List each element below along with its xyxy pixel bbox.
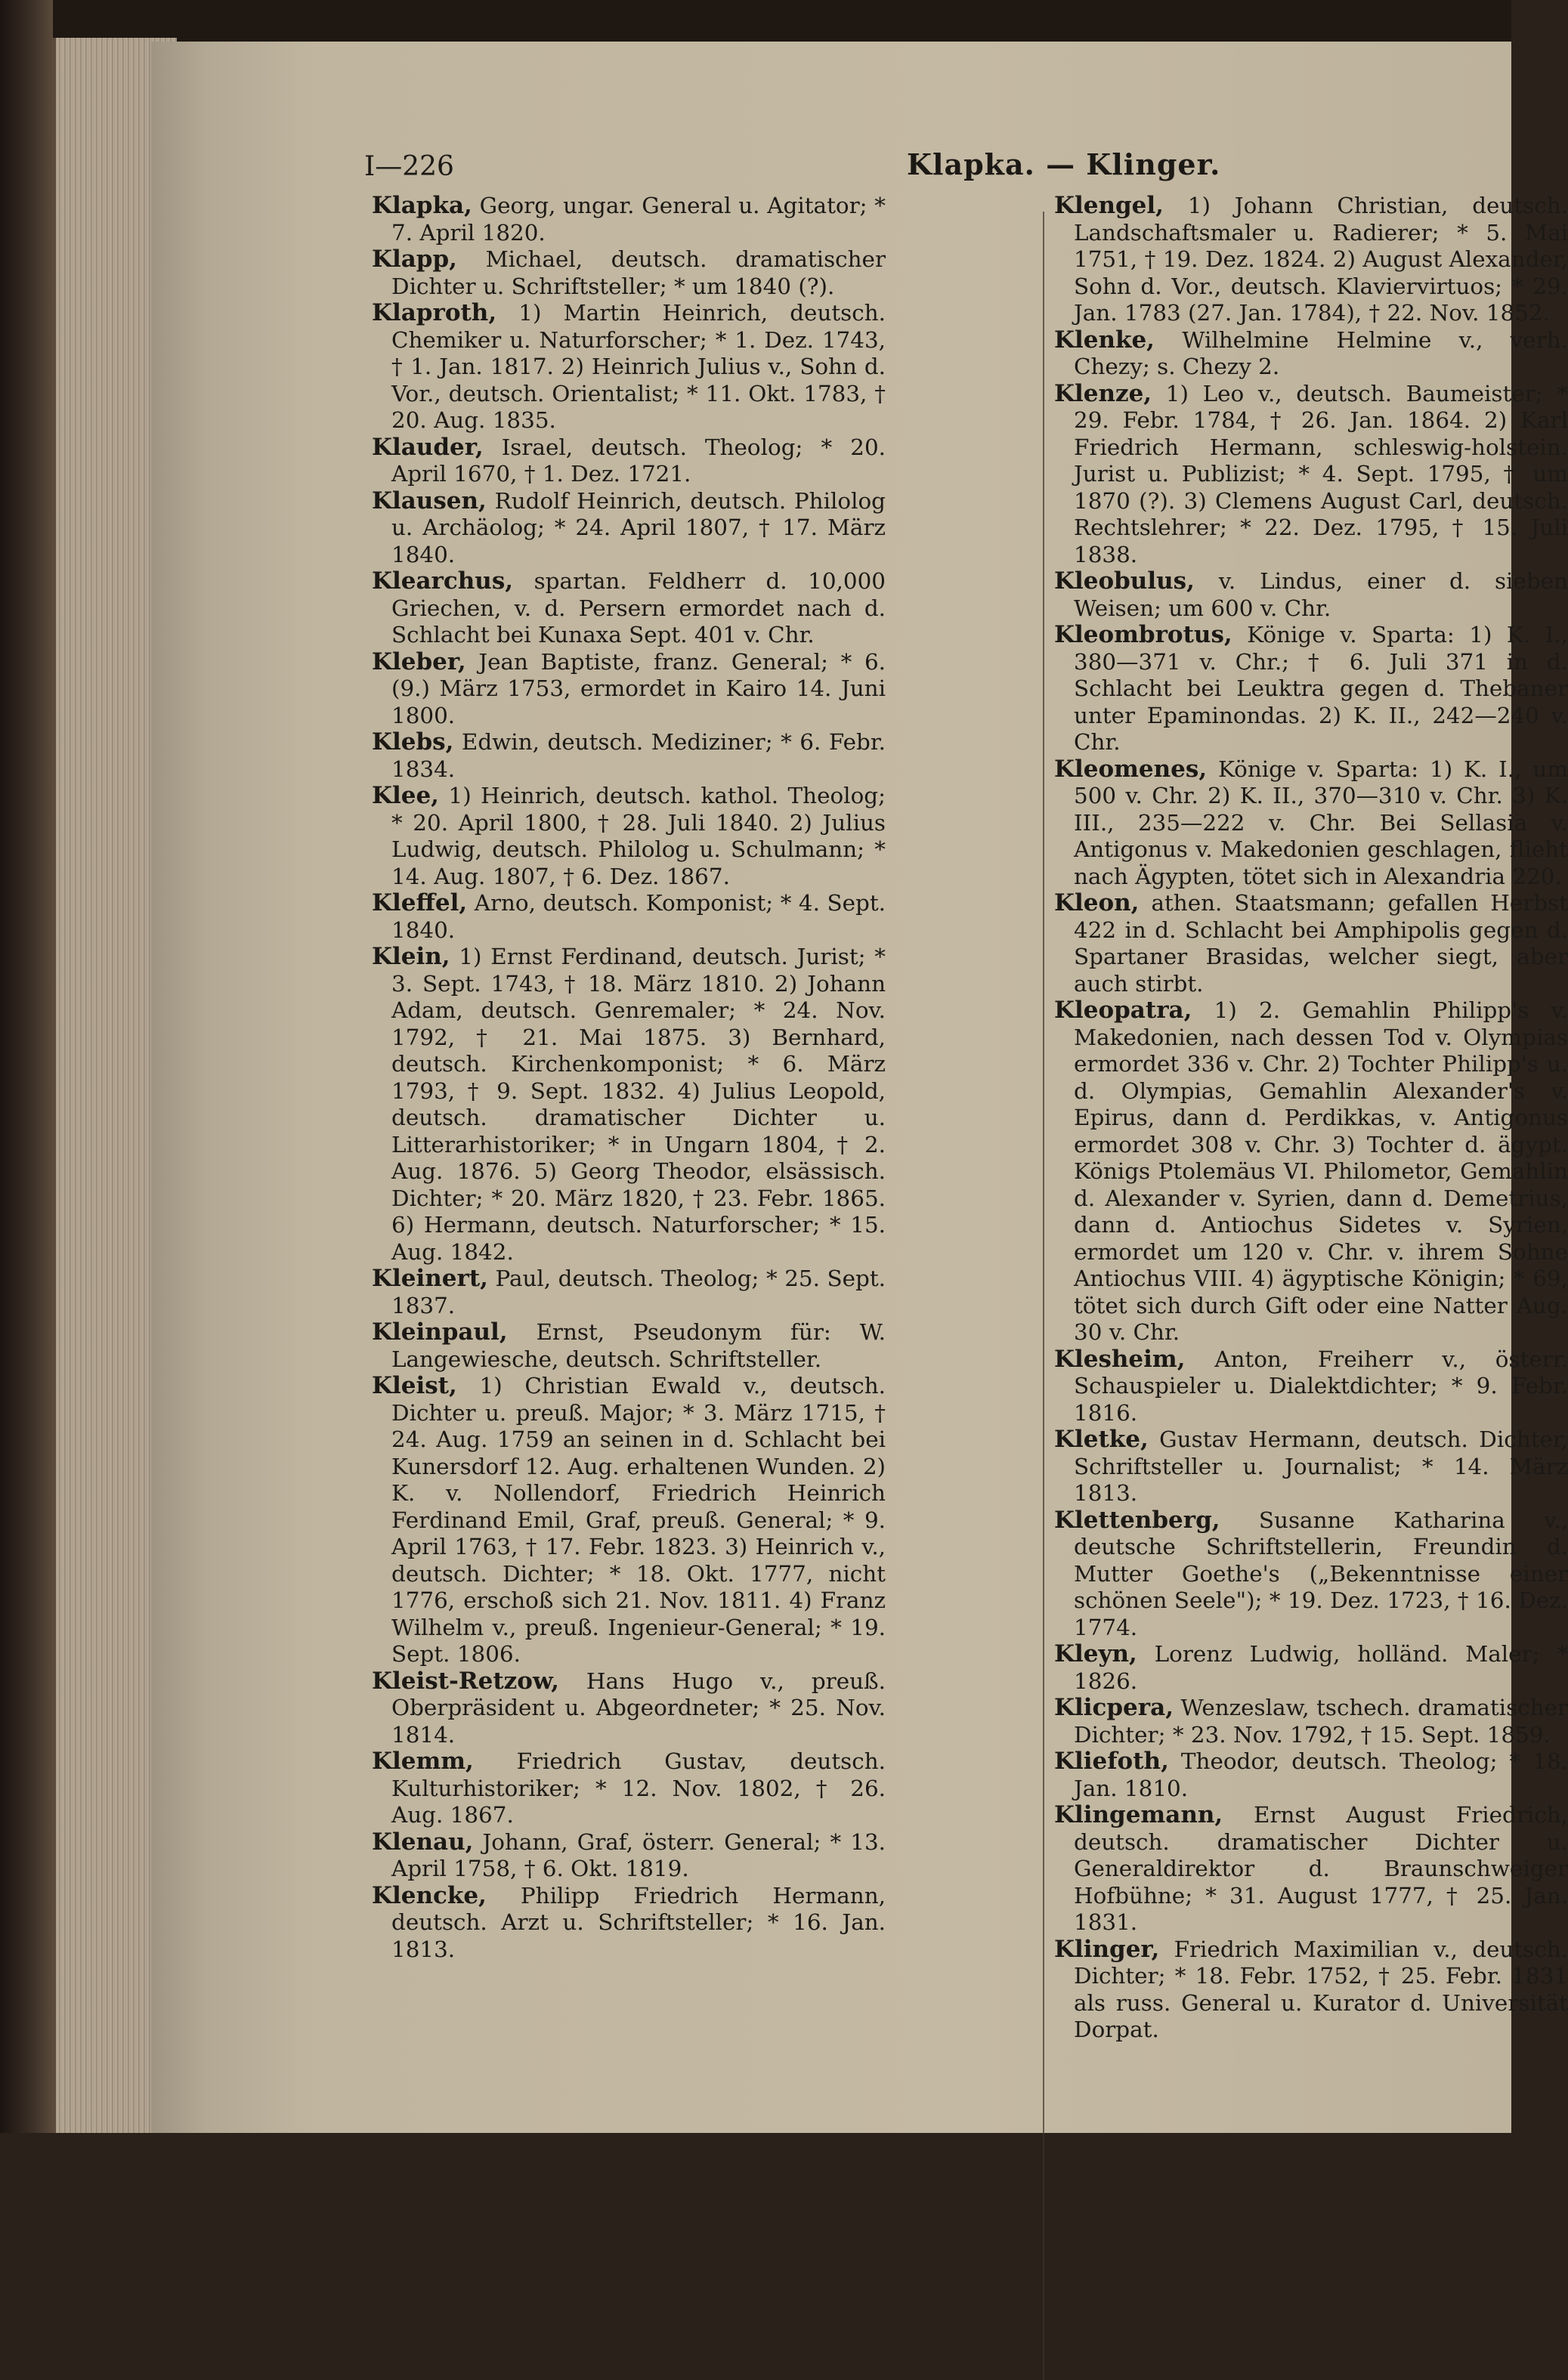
entry-headword: Kleyn, [1054, 1640, 1137, 1668]
dictionary-entry [372, 1266, 886, 1319]
dictionary-entry [1054, 568, 1568, 622]
entry-headword: Klicpera, [1054, 1694, 1174, 1721]
dictionary-entry [372, 783, 886, 890]
left-column [372, 193, 886, 1963]
dictionary-entry [372, 1748, 886, 1829]
entry-text: athen. Staatsmann; gefallen Herbst 422 in d. Schlacht bei Amphipolis gegen d. Spartaner Brasidas, welcher siegt, aber auch stirbt. [1074, 890, 1568, 997]
entry-headword: Kliefoth, [1054, 1748, 1169, 1775]
dictionary-entry [372, 649, 886, 730]
entry-headword: Klengel, [1054, 192, 1164, 219]
entry-headword: Kleopatra, [1054, 997, 1192, 1024]
entry-headword: Klee, [372, 782, 439, 809]
entry-headword: Kleinpaul, [372, 1318, 508, 1346]
page-number: I—226 [364, 151, 454, 182]
entry-text: Paul, deutsch. Theolog; * 25. Sept. 1837. [391, 1266, 886, 1318]
entry-text: Ernst August Friedrich, deutsch. dramatischer Dichter u. Generaldirektor d. Braunschweiger Hofbühne; * 31. August 1777, † 25. Jan. 1831. [1074, 1802, 1568, 1935]
entry-text: v. Lindus, einer d. sieben Weisen; um 600 v. Chr. [1074, 568, 1568, 621]
entry-text: Friedrich Gustav, deutsch. Kulturhistoriker; * 12. Nov. 1802, † 26. Aug. 1867. [391, 1748, 886, 1828]
dictionary-entry [1054, 1641, 1568, 1695]
dictionary-entry [1054, 193, 1568, 327]
entry-headword: Klesheim, [1054, 1345, 1186, 1373]
dictionary-entry [372, 729, 886, 783]
entry-text: Johann, Graf, österr. General; * 13. April 1758, † 6. Okt. 1819. [391, 1828, 886, 1881]
book-cover-top [0, 0, 1511, 45]
dictionary-entry [372, 488, 886, 569]
entry-headword: Kleobulus, [1054, 567, 1195, 595]
entry-text: 1) 2. Gemahlin Philipp's v. Makedonien, nach dessen Tod v. Olympias ermordet 336 v. Chr. 2) Tochter Philipp's u. d. Olympias, Gemahlin Alexander's v. Epirus, dann d. Perdikkas, v. Antigonus ermordet 308 v. Chr. 3) Tochter d. ägypt. Königs Ptolemäus VI. Philometor, Gemahlin d. Alexander v. Syrien, dann d. Demetrius, dann d. Antiochus Sidetes v. Syrien, ermordet um 120 v. Chr. v. ihrem Sohne Antiochus VIII. 4) ägyptische Königin; * 69, tötet sich durch Gift oder eine Natter Aug. 30 v. Chr. [1074, 997, 1568, 1345]
dictionary-entry [372, 1373, 886, 1668]
entry-headword: Klauder, [372, 433, 484, 461]
dictionary-entry [1054, 997, 1568, 1346]
dictionary-entry [1054, 622, 1568, 756]
entry-text: Philipp Friedrich Hermann, deutsch. Arzt u. Schriftsteller; * 16. Jan. 1813. [391, 1882, 886, 1962]
entry-text: Könige v. Sparta: 1) K. I., um 500 v. Chr. 2) K. II., 370—310 v. Chr. 3) K. III., 235—222 v. Chr. Bei Sellasia v. Antigonus v. Makedonien geschlagen, flieht nach Ägypten, tötet sich in Alexandria 220. [1074, 756, 1568, 889]
entry-text: Könige v. Sparta: 1) K. I., 380—371 v. Chr.; † 6. Juli 371 in d. Schlacht bei Leuktra gegen d. Thebaner unter Epaminondas. 2) K. II., 242—240 v. Chr. [1074, 622, 1568, 755]
entry-headword: Klausen, [372, 487, 487, 515]
dictionary-entry [372, 300, 886, 434]
dictionary-entry [1054, 1936, 1568, 2044]
entry-headword: Klettenberg, [1054, 1506, 1220, 1534]
dictionary-entry [372, 1829, 886, 1883]
entry-headword: Klein, [372, 943, 450, 970]
entry-text: Edwin, deutsch. Mediziner; * 6. Febr. 1834. [391, 729, 886, 782]
entry-headword: Klenke, [1054, 326, 1155, 354]
entry-headword: Kletke, [1054, 1426, 1149, 1453]
dictionary-entry [372, 944, 886, 1266]
dictionary-entry [372, 568, 886, 649]
page [151, 42, 1568, 2133]
entry-text: 1) Heinrich, deutsch. kathol. Theolog; * 20. April 1800, † 28. Juli 1840. 2) Julius Ludwig, deutsch. Philolog u. Schulmann; * 14. Aug. 1807, † 6. Dez. 1867. [391, 783, 886, 889]
entry-headword: Klenze, [1054, 379, 1152, 407]
entry-headword: Klenau, [372, 1828, 474, 1856]
dictionary-entry [1054, 1426, 1568, 1507]
entry-text: Jean Baptiste, franz. General; * 6. (9.) März 1753, ermordet in Kairo 14. Juni 1800. [391, 648, 886, 728]
dictionary-entry [372, 246, 886, 300]
entry-text: 1) Leo v., deutsch. Baumeister; * 29. Febr. 1784, † 26. Jan. 1864. 2) Karl Friedrich Hermann, schleswig-holstein. Jurist u. Publizist; * 4. Sept. 1795, † um 1870 (?). 3) Clemens August Carl, deutsch. Rechtslehrer; * 22. Dez. 1795, † 15. Juli 1838. [1074, 380, 1568, 567]
entry-text: Susanne Katharina v., deutsche Schriftstellerin, Freundin d. Mutter Goethe's („Bekenntnisse einer schönen Seele"); * 19. Dez. 1723, † 16. Dez. 1774. [1074, 1507, 1568, 1640]
entry-headword: Klearchus, [372, 567, 514, 595]
entry-text: Georg, ungar. General u. Agitator; * 7. April 1820. [391, 193, 886, 246]
dictionary-entry [1054, 890, 1568, 997]
entry-headword: Klapka, [372, 192, 472, 219]
dictionary-entry [372, 434, 886, 488]
dictionary-entry [1054, 1802, 1568, 1936]
entry-text: Friedrich Maximilian v., deutsch. Dichter; * 18. Febr. 1752, † 25. Febr. 1831 als russ. General u. Kurator d. Universität Dorpat. [1074, 1936, 1568, 2042]
entry-headword: Klemm, [372, 1748, 474, 1775]
entry-headword: Klapp, [372, 246, 457, 273]
entry-headword: Kleber, [372, 648, 466, 675]
entry-text: 1) Johann Christian, deutsch. Landschaftsmaler u. Radierer; * 5. Mai 1751, † 19. Dez. 1824. 2) August Alexander, Sohn d. Vor., deutsch. Klaviervirtuos; * 29. Jan. 1783 (27. Jan. 1784), † 22. Nov. 1852. [1074, 193, 1568, 326]
entry-text: Lorenz Ludwig, holländ. Maler; * 1826. [1074, 1641, 1568, 1694]
dictionary-entry [1054, 1748, 1568, 1802]
entry-headword: Kleomenes, [1054, 755, 1208, 783]
entry-text: 1) Ernst Ferdinand, deutsch. Jurist; * 3. Sept. 1743, † 18. März 1810. 2) Johann Adam, deutsch. Genremaler; * 24. Nov. 1792, † 21. Mai 1875. 3) Bernhard, deutsch. Kirchenkomponist; * 6. März 1793, † 9. Sept. 1832. 4) Julius Leopold, deutsch. dramatischer Dichter u. Litterarhistoriker; * in Ungarn 1804, † 2. Aug. 1876. 5) Georg Theodor, elsässisch. Dichter; * 20. März 1820, † 23. Febr. 1865. 6) Hermann, deutsch. Naturforscher; * 15. Aug. 1842. [391, 944, 886, 1265]
entry-text: 1) Martin Heinrich, deutsch. Chemiker u. Naturforscher; * 1. Dez. 1743, † 1. Jan. 1817. 2) Heinrich Julius v., Sohn d. Vor., deutsch. Orientalist; * 11. Okt. 1783, † 20. Aug. 1835. [391, 300, 886, 433]
entry-text: Michael, deutsch. dramatischer Dichter u. Schriftsteller; * um 1840 (?). [391, 246, 886, 299]
entry-text: Hans Hugo v., preuß. Oberpräsident u. Abgeordneter; * 25. Nov. 1814. [391, 1668, 886, 1748]
entry-text: Israel, deutsch. Theolog; * 20. April 1670, † 1. Dez. 1721. [391, 434, 886, 487]
dictionary-entry [1054, 1695, 1568, 1748]
entry-headword: Kleist, [372, 1372, 457, 1399]
book-spine [0, 0, 53, 2133]
entry-text: Gustav Hermann, deutsch. Dichter, Schriftsteller u. Journalist; * 14. März 1813. [1074, 1426, 1568, 1506]
entry-text: spartan. Feldherr d. 10,000 Griechen, v. d. Persern ermordet nach d. Schlacht bei Kunaxa Sept. 401 v. Chr. [391, 568, 886, 648]
entry-text: Theodor, deutsch. Theolog; * 18. Jan. 1810. [1074, 1748, 1568, 1801]
entry-headword: Klingemann, [1054, 1801, 1223, 1828]
dictionary-entry [1054, 756, 1568, 891]
dictionary-entry [1054, 1507, 1568, 1642]
dictionary-entry [372, 193, 886, 246]
entry-headword: Kleinert, [372, 1265, 488, 1292]
entry-text: Ernst, Pseudonym für: W. Langewiesche, deutsch. Schriftsteller. [391, 1319, 886, 1372]
entry-text: Anton, Freiherr v., österr. Schauspieler u. Dialektdichter; * 9. Febr. 1816. [1074, 1346, 1568, 1426]
dictionary-entry [372, 890, 886, 944]
entry-headword: Kleon, [1054, 889, 1140, 916]
entry-text: Wilhelmine Helmine v., verh. Chezy; s. Chezy 2. [1074, 326, 1568, 379]
dictionary-entry [372, 1883, 886, 1964]
dictionary-entry [1054, 381, 1568, 569]
entry-headword: Klebs, [372, 728, 454, 756]
entry-headword: Kleombrotus, [1054, 621, 1232, 648]
right-column [1054, 193, 1568, 2044]
dictionary-entry [372, 1668, 886, 1749]
entry-text: Arno, deutsch. Komponist; * 4. Sept. 1840. [391, 890, 886, 943]
entry-headword: Kleffel, [372, 889, 468, 916]
dictionary-entry [372, 1319, 886, 1373]
entry-text: Rudolf Heinrich, deutsch. Philolog u. Archäolog; * 24. April 1807, † 17. März 1840. [391, 487, 886, 567]
entry-headword: Klaproth, [372, 299, 497, 326]
entry-headword: Kleist-Retzow, [372, 1667, 559, 1695]
entry-headword: Klinger, [1054, 1935, 1160, 1963]
running-title: Klapka. — Klinger. [907, 147, 1221, 181]
entry-text: Wenzeslaw, tschech. dramatischer Dichter; * 23. Nov. 1792, † 15. Sept. 1859. [1074, 1695, 1568, 1748]
column-divider [1043, 212, 1044, 2380]
entry-text: 1) Christian Ewald v., deutsch. Dichter u. preuß. Major; * 3. März 1715, † 24. Aug. 1759 an seinen in d. Schlacht bei Kunersdorf 12. Aug. erhaltenen Wunden. 2) K. v. Nollendorf, Friedrich Heinrich Ferdinand Emil, Graf, preuß. General; * 9. April 1763, † 17. Febr. 1823. 3) Heinrich v., deutsch. Dichter; * 18. Okt. 1777, nicht 1776, erschoß sich 21. Nov. 1811. 4) Franz Wilhelm v., preuß. Ingenieur-General; * 19. Sept. 1806. [391, 1373, 886, 1667]
dictionary-entry [1054, 327, 1568, 381]
dictionary-entry [1054, 1346, 1568, 1427]
entry-headword: Klencke, [372, 1881, 487, 1909]
